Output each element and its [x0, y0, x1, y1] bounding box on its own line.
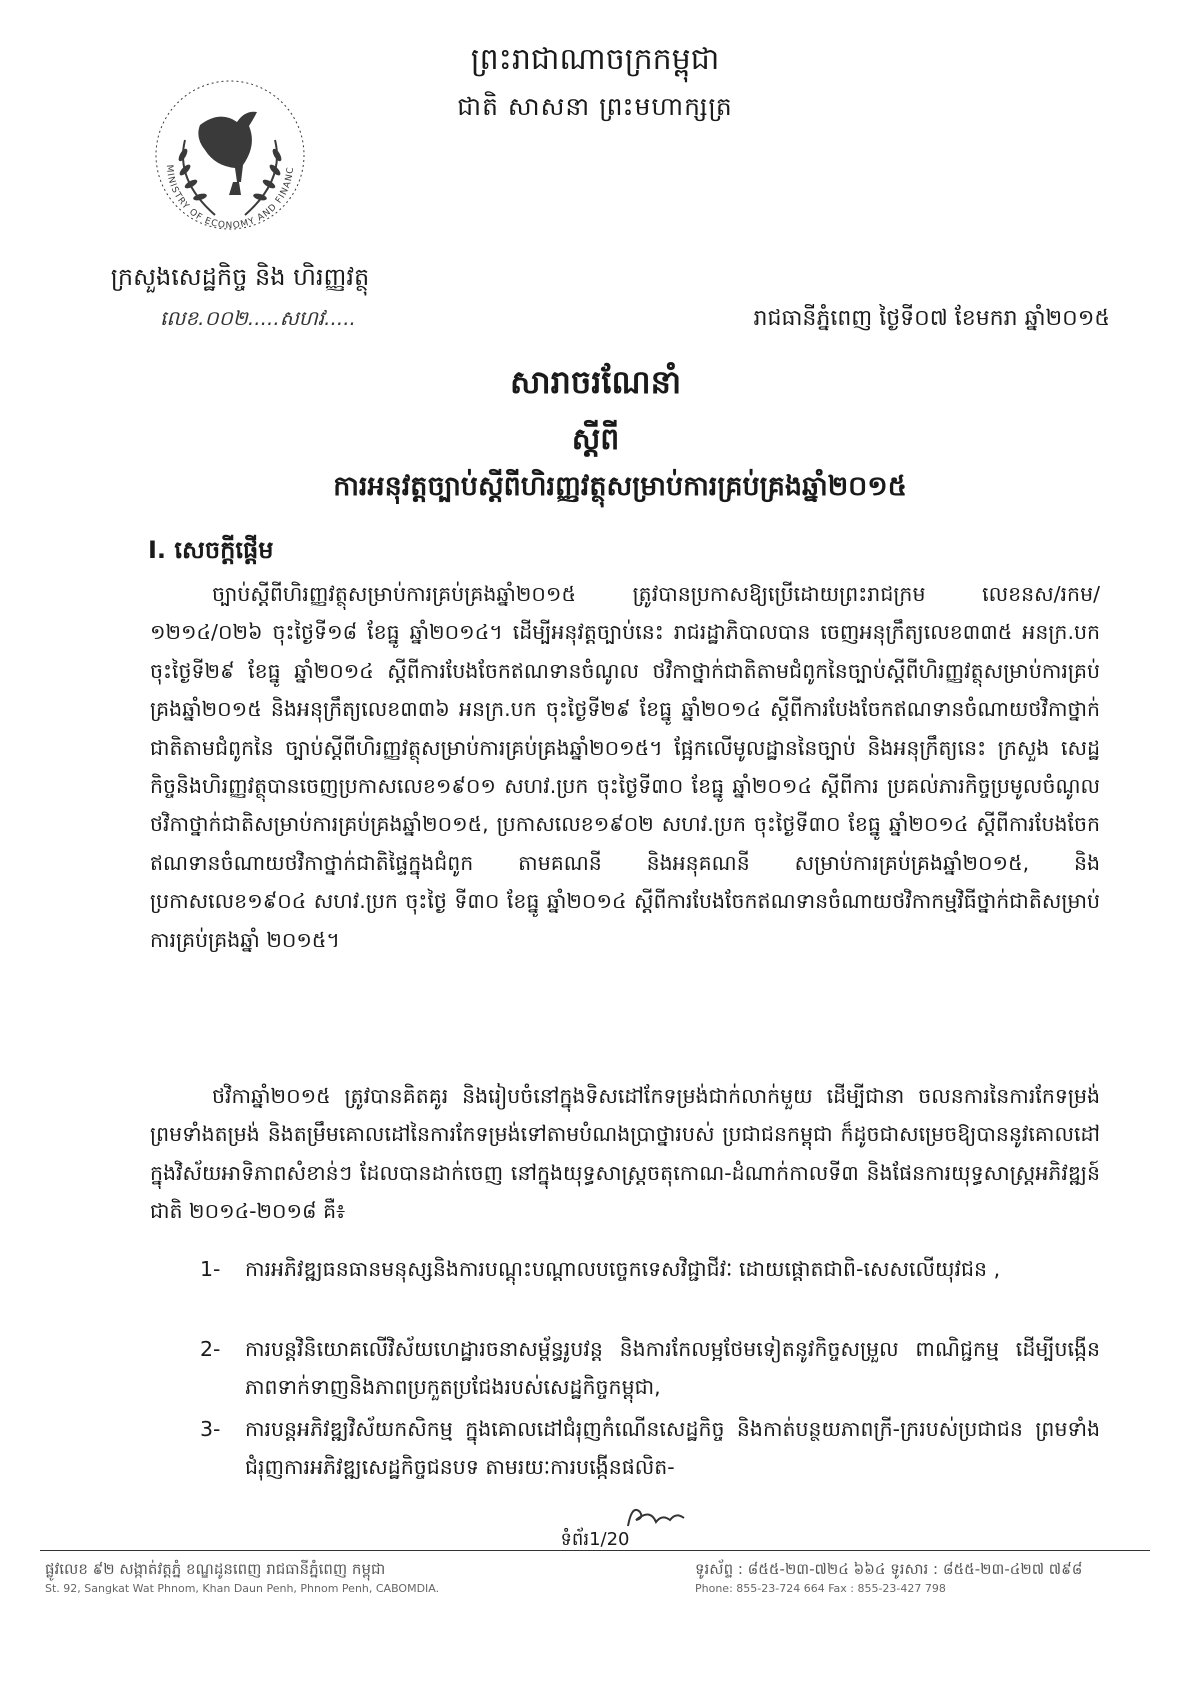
ministry-seal — [145, 70, 315, 250]
list-item-number: 1- — [200, 1257, 221, 1281]
footer-phone-km: ទូរស័ព្ទ : ៨៥៥-២៣-៧២៤ ៦៦៤ ទូរសារ : ៨៥៥-២៣-៤២៧ ៧៩៨ — [695, 1560, 1083, 1578]
document-subject: ការអនុវត្តច្បាប់ស្តីពីហិរញ្ញវត្ថុសម្រាប់ការគ្រប់គ្រងឆ្នាំ២០១៥ — [333, 471, 907, 502]
page-number: ទំព័រ1/20 — [560, 1529, 630, 1550]
seal-text: MINISTRY OF ECONOMY AND FINANC — [163, 164, 297, 232]
ministry-name: ក្រសួងសេដ្ឋកិច្ច និង ហិរញ្ញវត្ថុ — [110, 263, 370, 291]
footer-address-km: ផ្លូវលេខ ៩២ សង្កាត់វត្តភ្នំ ខណ្ឌដូនពេញ រាជធានីភ្នំពេញ កម្ពុជា — [45, 1560, 386, 1578]
footer-phone-en: Phone: 855-23-724 664 Fax : 855-23-427 798 — [695, 1582, 946, 1595]
document-about: ស្តីពី — [571, 422, 620, 457]
initials-signature — [620, 1500, 690, 1530]
list-item-number: 2- — [200, 1337, 221, 1361]
footer-divider — [40, 1550, 1150, 1551]
ministry-seal-icon — [145, 70, 315, 250]
paragraph-1: ច្បាប់ស្តីពីហិរញ្ញវត្ថុសម្រាប់ការគ្រប់គ្រងឆ្នាំ២០១៥ ត្រូវបានប្រកាសឱ្យប្រើដោយព្រះរាជក្រម លេខនស/រកម/១២១៤/០២៦ ចុះថ្ងៃទី១៨ ខែធ្នូ ឆ្នាំ២០១៤។ ដើម្បីអនុវត្តច្បាប់នេះ រាជរដ្ឋាភិបាលបាន ចេញអនុក្រឹត្យលេខ៣៣៥ អនក្រ.បក ចុះថ្ងៃទី២៩ ខែធ្នូ ឆ្នាំ២០១៤ ស្តីពីការបែងចែកឥណទានចំណូល ថវិកាថ្នាក់ជាតិតាមជំពូកនៃច្បាប់ស្តីពីហិរញ្ញវត្ថុសម្រាប់ការគ្រប់គ្រងឆ្នាំ២០១៥ និងអនុក្រឹត្យលេខ៣៣៦ អនក្រ.បក ចុះថ្ងៃទី២៩ ខែធ្នូ ឆ្នាំ២០១៤ ស្តីពីការបែងចែកឥណទានចំណាយថវិកាថ្នាក់ជាតិតាមជំពូកនៃ ច្បាប់ស្តីពីហិរញ្ញវត្ថុសម្រាប់ការគ្រប់គ្រងឆ្នាំ២០១៥។ ផ្អែកលើមូលដ្ឋាននៃច្បាប់ និងអនុក្រឹត្យនេះ ក្រសួង សេដ្ឋកិច្ចនិងហិរញ្ញវត្ថុបានចេញប្រកាសលេខ១៩០១ សហវ.ប្រក ចុះថ្ងៃទី៣០ ខែធ្នូ ឆ្នាំ២០១៤ ស្តីពីការ ប្រគល់ភារកិច្ចប្រមូលចំណូលថវិកាថ្នាក់ជាតិសម្រាប់ការគ្រប់គ្រងឆ្នាំ២០១៥, ប្រកាសលេខ១៩០២ សហវ.ប្រក ចុះថ្ងៃទី៣០ ខែធ្នូ ឆ្នាំ២០១៤ ស្តីពីការបែងចែកឥណទានចំណាយថវិកាថ្នាក់ជាតិផ្ទៃក្នុងជំពូក តាមគណនី និងអនុគណនី សម្រាប់ការគ្រប់គ្រងឆ្នាំ២០១៥, និង ប្រកាសលេខ១៩០៤ សហវ.ប្រក ចុះថ្ងៃ ទី៣០ ខែធ្នូ ឆ្នាំ២០១៤ ស្តីពីការបែងចែកឥណទានចំណាយថវិកាកម្មវិធីថ្នាក់ជាតិសម្រាប់ការគ្រប់គ្រងឆ្នាំ ២០១៥។ — [150, 582, 1100, 952]
list-item-text: ការបន្តវិនិយោគលើវិស័យហេដ្ឋារចនាសម្ព័ន្ធរូបវន្ត និងការកែលម្អថែមទៀតនូវកិច្ចសម្រួល ពាណិជ្ជកម្ម ដើម្បីបង្កើនភាពទាក់ទាញនិងភាពប្រកួតប្រជែងរបស់សេដ្ឋកិច្ចកម្ពុជា, — [245, 1337, 1100, 1399]
reference-number: លេខ.០០២.....សហវ..... — [160, 306, 356, 330]
date-line: រាជធានីភ្នំពេញ ថ្ងៃទី០៧ ខែមករា ឆ្នាំ២០១៥ — [753, 306, 1110, 331]
kingdom-motto: ជាតិ សាសនា ព្រះមហាក្សត្រ — [457, 92, 733, 121]
footer-address-en: St. 92, Sangkat Wat Phnom, Khan Daun Penh, Phnom Penh, CABOMDIA. — [45, 1582, 440, 1595]
section-heading: I. សេចក្តីផ្តើម — [148, 536, 274, 564]
kingdom-title: ព្រះរាជាណាចក្រកម្ពុជា — [470, 42, 720, 77]
paragraph-2: ថវិកាឆ្នាំ២០១៥ ត្រូវបានគិតគូរ និងរៀបចំនៅក្នុងទិសដៅកែទម្រង់ជាក់លាក់មួយ ដើម្បីជានា ចលនការនៃការកែទម្រង់ ព្រមទាំងតម្រង់ និងតម្រឹមគោលដៅនៃការកែទម្រង់ទៅតាមបំណងប្រាថ្នារបស់ ប្រជាជនកម្ពុជា ក៏ដូចជាសម្រេចឱ្យបាននូវគោលដៅក្នុងវិស័យអាទិភាពសំខាន់ៗ ដែលបានដាក់ចេញ នៅក្នុងយុទ្ធសាស្ត្រចតុកោណ-ដំណាក់កាលទី៣ និងផែនការយុទ្ធសាស្ត្រអភិវឌ្ឍន៍ជាតិ ២០១៤-២០១៨ គឺ៖ — [150, 1084, 1100, 1224]
list-item-text: ការបន្តអភិវឌ្ឍវិស័យកសិកម្ម ក្នុងគោលដៅជំរុញកំណើនសេដ្ឋកិច្ច និងកាត់បន្ថយភាពក្រី-ក្ររបស់ប្រជាជន ព្រមទាំងជំរុញការអភិវឌ្ឍសេដ្ឋកិច្ចជនបទ តាមរយៈការបង្កើនផលិត- — [245, 1417, 1100, 1479]
document-type: សារាចរណែនាំ — [509, 363, 682, 401]
list-item-text: ការអភិវឌ្ឍធនធានមនុស្សនិងការបណ្តុះបណ្តាលបច្ចេកទេសវិជ្ជាជីវៈ ដោយផ្តោតជាពិ-សេសលើយុវជន , — [245, 1257, 1001, 1281]
list-item-number: 3- — [200, 1417, 221, 1441]
